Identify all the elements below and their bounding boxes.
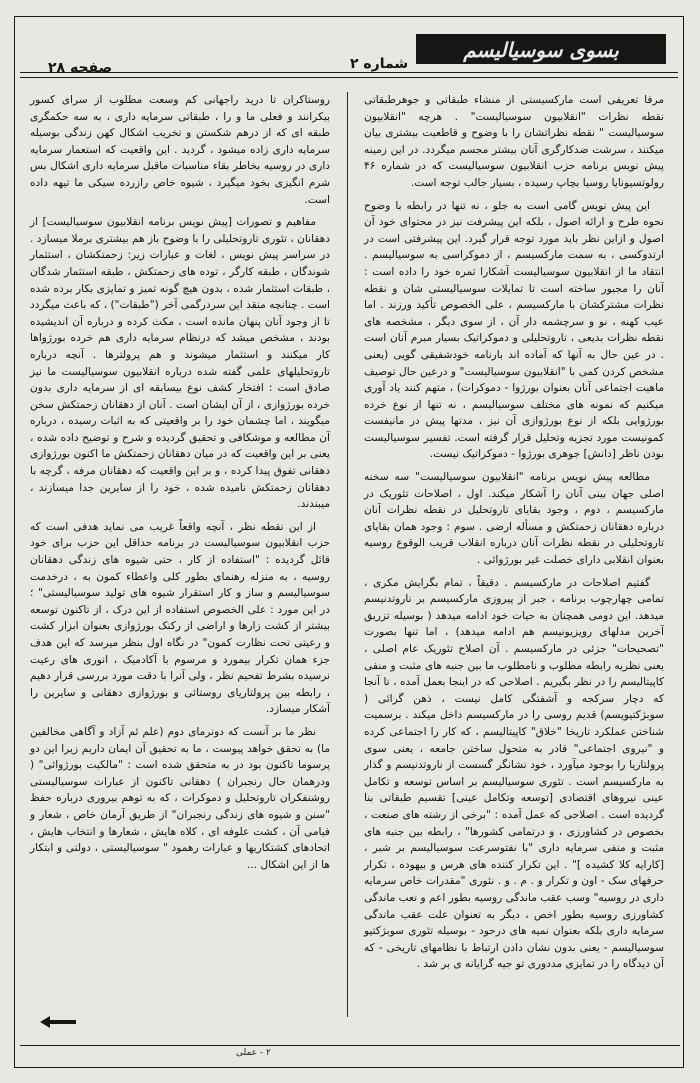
paragraph: نظر ما بر آنست که دونرمای دوم (علم ئم آزاد و آگاهی مخالفین ما) به تحقق خواهد پیوست ، ما به تحقیق آن ایمان داریم زیرا این دو پرسوما تاکنون بود در به متحقق شده است : "مالکیت بورژوائی" ( ودرهمان حال رنجبران ) دهقانی تاکنون از عبارات سوسیالیستی روشنفکران تاروتحلیل و دموکرات ، که به توهم بیروری درباره حفظ "سنن و شیوه های زندگی رنجبران" از طریق آرمان خاص ، شعار و فیامی آن ، کشت علوفه ای ، کلاه هایش ، شعارها و انتخاب هایش ، اتحادهای کشتکاریها و عبارات رهمود " سوسیالیستی ، دولتی و ابتکار ها از این اشکال ... xyxy=(30,725,330,871)
paragraph: روستاکران تا درید راجهانی کم وسعت مطلوب از سرای کسور بیکرانند و فعلی ما و را ، طبقاتی سرمایه داری ، به سه حکمگری طبقه ای که از درهم شکستن و تخریب اشکال کهن زندگی بوسیله سرمایه داری زاده میشود ، گردید . این واقعیت که استعمار سرمایه داری در روسیه بخاطر بقاء مناسبات ماقبل سرمایه داری اشکال بس شرم انگیزی بخود میگیرد ، شیوه خاص رازرده سیکی ما تیهه داده است. xyxy=(30,94,330,206)
svg-text:بسوی سوسیالیسم: بسوی سوسیالیسم xyxy=(463,38,619,62)
paragraph: از این نقطه نظر ، آنچه واقعاً غریب می نماید هدفی است که حزب انقلابیون سوسیالیست در برنامه حداقل این حزب برای خود قائل گردیده : "استفاده از کار ، حتی شیوه های زندگی دهقانان روسیه ، به منزله رهنمای بطور کلی واعطاء کمون به ، درخدمت سوسیالیسم و ساز و کار استقرار شیوه های تولید سوسیالیستی" ؛ در این مورد : علی الخصوص استفاده از این درک ، از تاکنون توسعه بیشتر از کشت زارها و اراضی از رکنک بورژوازی بعنوان ابزار کشت و رعیتی تحت نظارت کمون" در نگاه اول بنظر میرسد که این هدف جزء همان تکرار بیمورد و مرسوم با آکادمیک ، انوری های رعیت نرسیده بشرط تفحیم نظر ، ولی آنرا با دقت مورد بررسی قرار دهیم ، رابطه بین پرولتاریای روستائی و بورژوازی دهقانی و سایرین را آشکار میسازد. xyxy=(30,520,330,716)
issue-number: شماره ۲ xyxy=(350,56,409,72)
header-rule xyxy=(20,72,678,73)
article-column-right xyxy=(364,92,664,979)
continue-arrow-icon xyxy=(40,1016,76,1028)
column-divider xyxy=(347,92,348,1017)
masthead xyxy=(20,18,680,74)
paragraph: این پیش نویس گامی است به جلو ، نه تنها در رابطه با وضوح نحوه طرح و ارائه اصول ، بلکه این پیشرفت نیز در محتوای خود آن اصول و ازاین نظر باید مورد توجه قرار گیرد. این پیشرفتی است در ارتدوکسی ، به سمت مارکسیسم ، از دموکراسی به سوسیالیسم . انتقاد ما از انقلابیون سوسیالیست آشکارا ثمره خود را داده است : آنان را مجبور ساخته است تا تمایلات سوسیالیستی شان و نقطه نظرات مشترکشان با مارکسیسم ، علی الخصوص تأکید ورزند . اما عیب کهنه ، نو و سرچشمه دار آن ، از سوی دیگر ، مشخصه های نقطه نظرات بدیعی ، تاروتحلیلی و دموکراتیک بسیار مبرم آنان است . در عین حال به آنها که آماده اند بارنامه خودشفیقی گویی (یعنی مشخص کردن کمی با "انقلابیون سوسیالیست" و درعین حال توصیف ماهیت اجتماعی آنان بعنوان بورژوا - دموکرات) ، متهم کنند یاد آوری میکنیم که نمونه های مختلف سوسیالیسم ، نه تنها از نوع خرده بورژوایی بلکه از نوع بورژوازی آن نیز ، مدتها پیش در مانیفست کمونیست مورد تجزیه وتحلیل قرار گرفته است. تفسیر سوسیالیست بودن ناظر [دانش] جوهری بورژوا - دموکراتیک نیست. xyxy=(364,199,664,461)
article-column-left xyxy=(30,92,330,879)
star-icon xyxy=(424,36,448,60)
page-footer xyxy=(20,1045,680,1064)
paragraph: مفاهیم و تصورات [پیش نویس برنامه انقلابیون سوسیالیست] از دهقانان ، تئوری تاروتحلیلی را با وضوح باز هم بیشتری برملا میسازد . در سراسر پیش نویس ، لغات و عبارات زیر: زحمتکشان ، استثمار شوندگان ، طبقه کارگر ، توده های زحمتکش ، طبقه استثمار شدگان ، طبقات استثمار شده ، بدون هیچ گونه تمیز و تمایزی بکار برده شده است . چنانچه منقد این سردرگمی آخر ("طبقات") ، که باعث میگردد تا از وجود آنان پنهان مانده است ، مکث کرده و درباره آن اندیشیده بودند ، مشخص میشد که درنظام سرمایه داری هم خرده بورژواها کار میکنند و استثمار میشوند و هم پرولترها . آنچه درباره تاروتحلیلهای علمی گفته شده درباره انقلابیون سوسیالیست ما نیز صادق است : افتخار کشف نوع بیسابقه ای از سرمایه داری بدون خرده بورژوازی ، از آن ایشان است . آنان از دهقانان زحمتکش سخن میگویند ، اما چشمان خود را بر واقعیتی که به اثبات رسیده ، درباره آن مطالعه و موشکافی و تحقیق گردیده و شرح و توضیح داده شده ، یعنی بر این واقعیت که در میان دهقانان زحمتکش ما اکنون بورژوازی دهقانی تفوق پیدا کرده ، و بر این واقعیت که دهقانان مرفه ، گرچه با دهقانان زحمتکش نامیده شده ، خود را از سایرین جدا میسازند ، میبندند. xyxy=(30,216,330,511)
page-number: صفحه ۲۸ xyxy=(48,60,113,76)
header-rule-thin xyxy=(20,77,678,78)
paragraph: مطالعه پیش نویس برنامه "انقلابیون سوسیالیست" سه سخنه اصلی جهان بینی آنان را آشکار میکند. اول ، اصلاحات تئوریک در مارکسیسم ، دوم ، وجود بقایای تاروتحلیل در نقطه نظرات آنان درباره دهقانان زحمتکش و مسأله ارضی . سوم : وجود همان بقایای تاروتحلیلی در نقطه نظرات آنان درباره انقلاب قریب الوقوع روسیه بعنوان انقلابی دارای خصلت غیر بورژوائی . xyxy=(364,471,664,567)
paragraph: گفتیم اصلاحات در مارکسیسم . دقیقاً ، تمام بگرایش مکری ، تمامی چهارچوب برنامه ، جبر از پیروزی مارکسیسم بر ناروتدنیسم میدهد. این دومی همچنان به حیات خود ادامه میدهد ( بوسیله تزریق آخرین مدلهای رویزیونیسم هم ادامه میدهد) ، اما تنها بصورت "تصحیحات" جزئی در مارکسیسم . آن اصلاح تئوریک عام اصلی ، یعنی نظریه رابطه مطلوب و نامطلوب ما بین جنبه های مثبت و منفی کاپیتالیسم را در نظر بگیریم . اصلاحی که در اینجا بعمل آمده ، تا آنجا که دچار سرکجه و آشفتگی کامل نیست ، ذهن گرائی ( سوبژکتیویسم) قدیم روسی را در مارکسیسم داخل میکند . برسمیت شناختن عملکرد تاریخا "خلاق" کاپیتالیسم ، که کار را اجتماعی کرده و "نیروی اجتماعی" قادر به متحول ساختن جامعه ، یعنی سوی پرولتاریا را بوجود میآورد ، خود نشانگر گسست از ناروتدنیسم و گذار به مارکسیسم است . تئوری سوسیالیسم بر اساس توسعه و تکامل عینی نیروهای اقتصادی [توسعه وتکامل عینی] تقسیم طبقاتی بنا گردیده است . اصلاحی که عمل آمده : "برخی از رشته های صنعت ، بخصوص در کشاورزی ، و درتمامی کشورها" ، رابطه بین جنبه های مثبت و منفی سرمایه داری "با نفتوسرعت سوسیالیسم بر شبر ، [کارایه کلا کشیده ]" . این تکرار کننده های هرس و بیهوده ، تکرار حرفهای سک - اون و تکرار و . م . و . نئوری "مقدرات خاص سرمایه داری در روسیه" وسب عقب ماندگی روسیه بطور اعم و تعب ماندگی کشاورزی روسیه بطور اخص ، دیگر به تعنوان علت عقب ماندگی سرمایه داری بلکه بعنوان نمیه های درحود - بوسیله تئوری سوبژکتیو سوسیالیسم - یعنی بدون نشان دادن ارتباط با نظامهای تاریخی - که آن دیدگاه را در تمایزی مددوری تو جیه گرایانه ی بر شد . xyxy=(364,576,664,971)
footer-note: ٢ - عملی xyxy=(236,1048,271,1058)
paragraph: مرفا تعریفی است مارکسیستی از منشاء طبقاتی و جوهرطبقاتی نقطه نظرات "انقلابیون سوسیالیست" . هرچه "انقلابیون سوسیالیست " نقطه نظراتشان را با وضوح و قاطعیت بیشتری بیان میکنند ، سرشت ضدکارگری آنان بیشتر مجسم میگردد. در این زمینه پیش نویس برنامه حزب انقلابیون سوسیالیست که در شماره ۴۶ رولوتسیونایا روسیا بچاپ رسیده ، بسیار جالب توجه است. xyxy=(364,94,664,189)
masthead-logo xyxy=(416,26,666,70)
